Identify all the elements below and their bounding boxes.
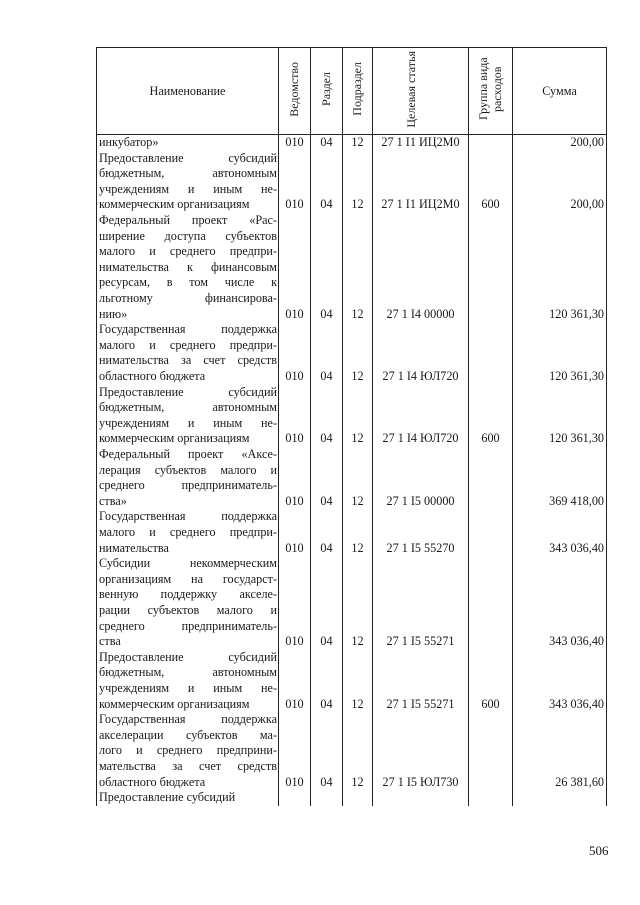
row-vedomstvo: 010 (279, 385, 311, 447)
row-summa: 120 361,30 (513, 322, 607, 384)
row-name-line: нимательства за счет средств (99, 353, 277, 368)
row-name-line: учреждениям и иным не- (99, 415, 277, 430)
row-name-line: бюджетным, автономным (99, 166, 277, 181)
row-name-line: малого и среднего предпри- (99, 244, 277, 259)
row-vedomstvo (279, 790, 311, 806)
row-gruppa (469, 322, 513, 384)
row-summa: 120 361,30 (513, 213, 607, 322)
row-razdel (311, 790, 343, 806)
row-name-line: Предоставление субсидий (99, 649, 277, 664)
row-vedomstvo: 010 (279, 712, 311, 790)
row-name-line: малого и среднего предпри- (99, 337, 277, 352)
row-razdel: 04 (311, 385, 343, 447)
row-name-line: коммерческим организациям (99, 197, 250, 212)
row-name-line: Государственная поддержка (99, 322, 277, 337)
row-podrazdel (343, 790, 373, 806)
header-name: Наименование (97, 48, 279, 135)
table-row (97, 712, 607, 790)
row-name-line: нимательства к финансовым (99, 259, 277, 274)
row-vedomstvo: 010 (279, 213, 311, 322)
row-vedomstvo: 010 (279, 151, 311, 213)
row-name-line: Предоставление субсидий (99, 150, 277, 165)
row-name-line: лого и среднего предприни- (99, 743, 277, 758)
table-row (97, 447, 607, 509)
row-tselevaya-statya: 27 1 I5 ЮЛ730 (373, 712, 469, 790)
row-name (97, 556, 279, 650)
table-row (97, 650, 607, 712)
table-row (97, 790, 607, 806)
row-name-line: Предоставление субсидий (99, 384, 277, 399)
row-name-line: коммерческим организациям (99, 431, 250, 446)
row-name (97, 509, 279, 556)
row-name-line: среднего предприниматель- (99, 618, 277, 633)
row-name-line: ства (99, 634, 121, 649)
row-name-line: учреждениям и иным не- (99, 680, 277, 695)
table-row (97, 213, 607, 322)
row-gruppa (469, 790, 513, 806)
row-name-line: нию» (99, 306, 128, 321)
row-name (97, 322, 279, 384)
row-name-line: Предоставление субсидий (99, 790, 236, 805)
row-gruppa: 600 (469, 151, 513, 213)
row-summa: 200,00 (513, 151, 607, 213)
row-summa: 343 036,40 (513, 556, 607, 650)
row-tselevaya-statya: 27 1 I5 55270 (373, 509, 469, 556)
row-podrazdel: 12 (343, 509, 373, 556)
header-row (97, 48, 607, 135)
row-tselevaya-statya: 27 1 I5 55271 (373, 650, 469, 712)
row-tselevaya-statya: 27 1 I5 00000 (373, 447, 469, 509)
row-razdel: 04 (311, 135, 343, 151)
row-razdel: 04 (311, 650, 343, 712)
row-podrazdel: 12 (343, 151, 373, 213)
row-gruppa (469, 556, 513, 650)
header-razdel: Раздел (311, 48, 343, 135)
row-name (97, 447, 279, 509)
row-vedomstvo: 010 (279, 556, 311, 650)
row-name-line: Федеральный проект «Аксе- (99, 446, 277, 461)
budget-table (96, 47, 607, 806)
row-tselevaya-statya: 27 1 I4 ЮЛ720 (373, 385, 469, 447)
row-podrazdel: 12 (343, 135, 373, 151)
table-row (97, 385, 607, 447)
row-name-line: ресурсам, в том числе к (99, 275, 277, 290)
row-tselevaya-statya: 27 1 I4 ЮЛ720 (373, 322, 469, 384)
row-razdel: 04 (311, 509, 343, 556)
row-podrazdel: 12 (343, 322, 373, 384)
row-name-line: мательства за счет средств (99, 758, 277, 773)
row-tselevaya-statya: 27 1 I1 ИЦ2М0 (373, 151, 469, 213)
row-podrazdel: 12 (343, 650, 373, 712)
row-name-line: коммерческим организациям (99, 696, 250, 711)
row-gruppa: 600 (469, 650, 513, 712)
table-row (97, 151, 607, 213)
row-vedomstvo: 010 (279, 322, 311, 384)
row-podrazdel: 12 (343, 213, 373, 322)
row-razdel: 04 (311, 556, 343, 650)
row-razdel: 04 (311, 712, 343, 790)
row-podrazdel: 12 (343, 447, 373, 509)
row-name-line: среднего предприниматель- (99, 478, 277, 493)
row-podrazdel: 12 (343, 385, 373, 447)
row-razdel: 04 (311, 151, 343, 213)
row-name-line: Государственная поддержка (99, 712, 277, 727)
header-podrazdel: Подраздел (343, 48, 373, 135)
row-vedomstvo: 010 (279, 509, 311, 556)
row-name-line: рации субъектов малого и (99, 602, 277, 617)
row-name-line: Государственная поддержка (99, 509, 277, 524)
header-vedomstvo: Ведомство (279, 48, 311, 135)
row-gruppa (469, 213, 513, 322)
row-name-line: инкубатор» (99, 135, 159, 149)
row-name-line: венную поддержку акселе- (99, 587, 277, 602)
row-name-line: нимательства (99, 540, 169, 555)
table-row (97, 322, 607, 384)
row-tselevaya-statya: 27 1 I4 00000 (373, 213, 469, 322)
row-name-line: ширение доступа субъектов (99, 228, 277, 243)
row-name (97, 135, 279, 151)
row-name (97, 151, 279, 213)
row-vedomstvo: 010 (279, 447, 311, 509)
table-row (97, 135, 607, 151)
row-name (97, 790, 279, 806)
row-name-line: бюджетным, автономным (99, 400, 277, 415)
row-gruppa: 600 (469, 385, 513, 447)
header-summa: Сумма (513, 48, 607, 135)
row-name (97, 650, 279, 712)
row-tselevaya-statya (373, 790, 469, 806)
row-razdel: 04 (311, 447, 343, 509)
row-name-line: областного бюджета (99, 774, 206, 789)
row-name-line: бюджетным, автономным (99, 665, 277, 680)
row-summa (513, 790, 607, 806)
header-gruppa-vida-raskhodov: Группа вида расходов (469, 48, 513, 135)
row-summa: 26 381,60 (513, 712, 607, 790)
table-row (97, 556, 607, 650)
row-vedomstvo: 010 (279, 650, 311, 712)
row-name-line: акселерации субъектов ма- (99, 727, 277, 742)
row-tselevaya-statya: 27 1 I1 ИЦ2М0 (373, 135, 469, 151)
row-name-line: учреждениям и иным не- (99, 181, 277, 196)
row-name-line: Федеральный проект «Рас- (99, 213, 277, 228)
row-name (97, 213, 279, 322)
row-vedomstvo: 010 (279, 135, 311, 151)
row-name-line: организациям на государст- (99, 571, 277, 586)
row-summa: 200,00 (513, 135, 607, 151)
page-number: 506 (589, 843, 609, 858)
row-razdel: 04 (311, 322, 343, 384)
row-name-line: ства» (99, 493, 127, 508)
row-razdel: 04 (311, 213, 343, 322)
row-gruppa (469, 509, 513, 556)
row-name (97, 385, 279, 447)
row-name-line: льготному финансирова- (99, 290, 277, 305)
row-name-line: малого и среднего предпри- (99, 524, 277, 539)
row-gruppa (469, 135, 513, 151)
row-gruppa (469, 447, 513, 509)
row-name (97, 712, 279, 790)
row-name-line: лерация субъектов малого и (99, 462, 277, 477)
row-summa: 120 361,30 (513, 385, 607, 447)
row-podrazdel: 12 (343, 556, 373, 650)
header-tselevaya-statya: Целевая статья (373, 48, 469, 135)
row-gruppa (469, 712, 513, 790)
row-name-line: Субсидии некоммерческим (99, 556, 277, 571)
row-podrazdel: 12 (343, 712, 373, 790)
row-summa: 343 036,40 (513, 509, 607, 556)
row-summa: 343 036,40 (513, 650, 607, 712)
row-name-line: областного бюджета (99, 368, 206, 383)
row-summa: 369 418,00 (513, 447, 607, 509)
row-tselevaya-statya: 27 1 I5 55271 (373, 556, 469, 650)
table-row (97, 509, 607, 556)
